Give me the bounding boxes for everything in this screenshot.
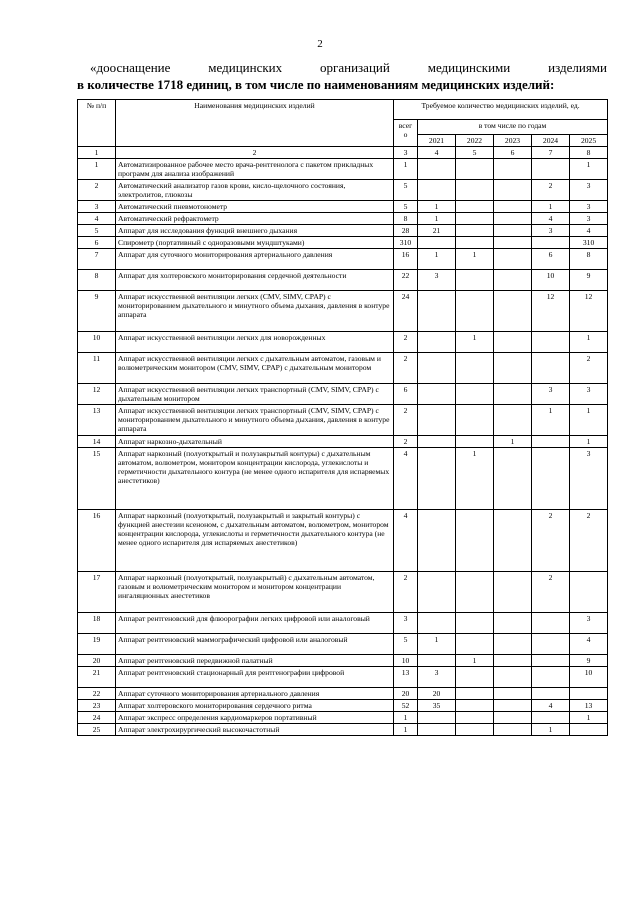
row-num: 15 (78, 448, 116, 510)
header-total: всег о (394, 120, 418, 147)
count-2024: 3 (532, 225, 570, 237)
table-row (78, 213, 608, 225)
total-count: 5 (394, 634, 418, 655)
count-2023 (494, 448, 532, 510)
count-2023 (494, 201, 532, 213)
header-num: № п/п (78, 100, 116, 147)
count-2025: 3 (570, 180, 608, 201)
count-2022 (456, 180, 494, 201)
device-name: Аппарат искусственной вентиляции легких (CMV, SIMV, CPAP) с мониторированием дыхательного и минутного объема дыхания, давления в контуре аппарата (116, 291, 394, 332)
count-2024 (532, 688, 570, 700)
count-2025: 8 (570, 249, 608, 270)
count-2024: 6 (532, 249, 570, 270)
count-2022 (456, 225, 494, 237)
count-2025: 12 (570, 291, 608, 332)
table-row (78, 249, 608, 270)
table-row (78, 613, 608, 634)
count-2024: 2 (532, 180, 570, 201)
count-2021 (418, 712, 456, 724)
total-count: 16 (394, 249, 418, 270)
header-year: 2021 (418, 135, 456, 147)
row-num: 19 (78, 634, 116, 655)
row-num: 7 (78, 249, 116, 270)
count-2025: 310 (570, 237, 608, 249)
count-2023 (494, 510, 532, 572)
col-number: 3 (394, 147, 418, 159)
count-2023 (494, 213, 532, 225)
count-2025: 4 (570, 634, 608, 655)
count-2022 (456, 572, 494, 613)
total-count: 52 (394, 700, 418, 712)
count-2021 (418, 332, 456, 353)
count-2023 (494, 270, 532, 291)
device-name: Аппарат искусственной вентиляции легких с дыхательным автоматом, газовым и волюметрическим монитором (CMV, SIMV, CPAP) с дыхательным монитором (116, 353, 394, 384)
table-row (78, 667, 608, 688)
device-name: Аппарат рентгеновский передвижной палатный (116, 655, 394, 667)
count-2023 (494, 291, 532, 332)
table-row (78, 712, 608, 724)
table-row (78, 655, 608, 667)
device-name: Аппарат рентгеновский маммографический цифровой или аналоговый (116, 634, 394, 655)
count-2025: 13 (570, 700, 608, 712)
table-row (78, 724, 608, 736)
total-count: 28 (394, 225, 418, 237)
total-count: 4 (394, 448, 418, 510)
col-number: 8 (570, 147, 608, 159)
total-count: 5 (394, 201, 418, 213)
count-2024: 1 (532, 201, 570, 213)
count-2021 (418, 724, 456, 736)
count-2025: 1 (570, 405, 608, 436)
count-2022 (456, 712, 494, 724)
table-row (78, 237, 608, 249)
device-name: Аппарат искусственной вентиляции легких транспортный (CMV, SIMV, CPAP) с дыхательным монитором (116, 384, 394, 405)
total-count: 20 (394, 688, 418, 700)
total-count: 6 (394, 384, 418, 405)
header-year: 2024 (532, 135, 570, 147)
header-required: Требуемое количество медицинских изделий, ед. (394, 100, 608, 120)
count-2021 (418, 655, 456, 667)
count-2025: 2 (570, 510, 608, 572)
count-2023 (494, 613, 532, 634)
total-count: 24 (394, 291, 418, 332)
count-2024 (532, 712, 570, 724)
count-2023 (494, 332, 532, 353)
table-row (78, 225, 608, 237)
row-num: 11 (78, 353, 116, 384)
total-count: 2 (394, 405, 418, 436)
count-2024 (532, 655, 570, 667)
count-2022: 1 (456, 332, 494, 353)
device-name: Аппарат экспресс определения кардиомаркеров портативный (116, 712, 394, 724)
count-2025: 1 (570, 159, 608, 180)
count-2023 (494, 634, 532, 655)
count-2021 (418, 436, 456, 448)
intro-line-1: «дооснащение медицинских организаций медицинскими изделиями (90, 60, 607, 75)
count-2022 (456, 405, 494, 436)
count-2025: 3 (570, 201, 608, 213)
count-2025 (570, 688, 608, 700)
device-name: Аппарат искусственной вентиляции легких транспортный (CMV, SIMV, CPAP) с мониторированием дыхательного и минутного объема дыхания, давления в контуре аппарата (116, 405, 394, 436)
count-2021: 1 (418, 249, 456, 270)
row-num: 23 (78, 700, 116, 712)
device-name: Аппарат суточного мониторирования артериального давления (116, 688, 394, 700)
device-name: Аппарат наркозный (полуоткрытый, полузакрытый и закрытый контуры) с функцией анестезии ксеноном, с дыхательным автоматом, волюметром, монитором концентрации кислорода, углекислоты и герметичности дыхательного контура (не менее одного испарителя для испаряемых анестетиков) (116, 510, 394, 572)
count-2021: 1 (418, 201, 456, 213)
row-num: 14 (78, 436, 116, 448)
count-2021 (418, 613, 456, 634)
row-num: 5 (78, 225, 116, 237)
count-2025: 3 (570, 213, 608, 225)
total-count: 1 (394, 724, 418, 736)
row-num: 2 (78, 180, 116, 201)
count-2022 (456, 201, 494, 213)
count-2024 (532, 332, 570, 353)
row-num: 13 (78, 405, 116, 436)
count-2023 (494, 405, 532, 436)
count-2025 (570, 572, 608, 613)
col-number: 6 (494, 147, 532, 159)
count-2022 (456, 510, 494, 572)
device-name: Аппарат для исследования функций внешнего дыхания (116, 225, 394, 237)
total-count: 8 (394, 213, 418, 225)
count-2025: 9 (570, 655, 608, 667)
header-name: Наименования медицинских изделий (116, 100, 394, 147)
count-2025: 2 (570, 353, 608, 384)
col-number: 5 (456, 147, 494, 159)
count-2021 (418, 405, 456, 436)
count-2024: 2 (532, 572, 570, 613)
row-num: 25 (78, 724, 116, 736)
count-2024: 2 (532, 510, 570, 572)
table-row (78, 634, 608, 655)
count-2025: 3 (570, 613, 608, 634)
count-2023 (494, 180, 532, 201)
header-year: 2025 (570, 135, 608, 147)
total-count: 13 (394, 667, 418, 688)
row-num: 3 (78, 201, 116, 213)
count-2023 (494, 159, 532, 180)
count-2023 (494, 688, 532, 700)
count-2023 (494, 249, 532, 270)
row-num: 16 (78, 510, 116, 572)
count-2021: 1 (418, 634, 456, 655)
count-2024: 10 (532, 270, 570, 291)
col-number: 2 (116, 147, 394, 159)
count-2021: 3 (418, 667, 456, 688)
device-name: Аппарат наркозно-дыхательный (116, 436, 394, 448)
count-2021 (418, 291, 456, 332)
total-count: 2 (394, 436, 418, 448)
count-2023 (494, 655, 532, 667)
count-2021 (418, 448, 456, 510)
intro-line-2: в количестве 1718 единиц, в том числе по наименованиям медицинских изделий: (77, 77, 555, 92)
row-num: 24 (78, 712, 116, 724)
count-2025: 1 (570, 436, 608, 448)
table-row (78, 436, 608, 448)
row-num: 18 (78, 613, 116, 634)
count-2023 (494, 724, 532, 736)
row-num: 9 (78, 291, 116, 332)
count-2022: 1 (456, 655, 494, 667)
total-count: 5 (394, 180, 418, 201)
count-2023 (494, 712, 532, 724)
table-row (78, 159, 608, 180)
count-2021 (418, 180, 456, 201)
total-count: 10 (394, 655, 418, 667)
count-2024: 1 (532, 405, 570, 436)
col-number: 1 (78, 147, 116, 159)
count-2022 (456, 237, 494, 249)
total-count: 3 (394, 613, 418, 634)
count-2021 (418, 572, 456, 613)
device-name: Аппарат искусственной вентиляции легких для новорожденных (116, 332, 394, 353)
table-row (78, 510, 608, 572)
device-name: Спирометр (портативный с одноразовыми мундштуками) (116, 237, 394, 249)
row-num: 8 (78, 270, 116, 291)
total-count: 2 (394, 332, 418, 353)
total-count: 2 (394, 353, 418, 384)
count-2025: 1 (570, 712, 608, 724)
count-2023 (494, 667, 532, 688)
count-2024 (532, 667, 570, 688)
count-2025: 3 (570, 384, 608, 405)
count-2024: 12 (532, 291, 570, 332)
count-2022 (456, 667, 494, 688)
count-2023 (494, 572, 532, 613)
count-2022: 1 (456, 249, 494, 270)
device-name: Автоматический пневмотонометр (116, 201, 394, 213)
device-name: Аппарат для суточного мониторирования артериального давления (116, 249, 394, 270)
devices-table (77, 99, 608, 736)
device-name: Автоматический анализатор газов крови, кисло-щелочного состояния, электролитов, глюкозы (116, 180, 394, 201)
count-2022 (456, 688, 494, 700)
count-2024 (532, 634, 570, 655)
device-name: Автоматизированное рабочее место врача-рентгенолога с пакетом прикладных программ для анализа изображений (116, 159, 394, 180)
table-row (78, 291, 608, 332)
count-2025: 1 (570, 332, 608, 353)
count-2025: 9 (570, 270, 608, 291)
device-name: Автоматический рефрактометр (116, 213, 394, 225)
count-2023 (494, 353, 532, 384)
row-num: 10 (78, 332, 116, 353)
total-count: 1 (394, 712, 418, 724)
count-2021: 21 (418, 225, 456, 237)
count-2021: 20 (418, 688, 456, 700)
count-2023: 1 (494, 436, 532, 448)
row-num: 1 (78, 159, 116, 180)
table-row (78, 688, 608, 700)
total-count: 2 (394, 572, 418, 613)
count-2023 (494, 225, 532, 237)
count-2022 (456, 700, 494, 712)
col-number: 7 (532, 147, 570, 159)
header-by-years: в том числе по годам (418, 120, 608, 135)
row-num: 22 (78, 688, 116, 700)
count-2022: 1 (456, 448, 494, 510)
count-2025: 10 (570, 667, 608, 688)
device-name: Аппарат наркозный (полуоткрытый, полузакрытый) с дыхательным автоматом, газовым и волюметрическим монитором и монитором концентрации ингаляционных анестетиков (116, 572, 394, 613)
header-year: 2023 (494, 135, 532, 147)
row-num: 4 (78, 213, 116, 225)
total-count: 1 (394, 159, 418, 180)
table-row (78, 700, 608, 712)
count-2021 (418, 353, 456, 384)
count-2023 (494, 237, 532, 249)
count-2022 (456, 613, 494, 634)
table-row (78, 201, 608, 213)
table-row (78, 448, 608, 510)
count-2022 (456, 634, 494, 655)
count-2024: 3 (532, 384, 570, 405)
total-count: 22 (394, 270, 418, 291)
count-2021 (418, 237, 456, 249)
count-2023 (494, 700, 532, 712)
total-count: 4 (394, 510, 418, 572)
header-year: 2022 (456, 135, 494, 147)
row-num: 17 (78, 572, 116, 613)
count-2021 (418, 384, 456, 405)
row-num: 6 (78, 237, 116, 249)
row-num: 21 (78, 667, 116, 688)
col-number: 4 (418, 147, 456, 159)
table-row (78, 353, 608, 384)
device-name: Аппарат рентгеновский стационарный для рентгенографии цифровой (116, 667, 394, 688)
table-row (78, 270, 608, 291)
count-2021 (418, 510, 456, 572)
page-number: 2 (317, 38, 323, 50)
count-2023 (494, 384, 532, 405)
device-name: Аппарат холтеровского мониторирования сердечного ритма (116, 700, 394, 712)
count-2022 (456, 353, 494, 384)
count-2024 (532, 159, 570, 180)
device-name: Аппарат для холтеровского мониторирования сердечной деятельности (116, 270, 394, 291)
count-2025 (570, 724, 608, 736)
device-name: Аппарат наркозный (полуоткрытый и полузакрытый контуры) с дыхательным автоматом, волюметром, монитором концентрации кислорода, углекислоты и герметичности дыхательного контура (не менее одного испарителя для испаряемых анестетиков) (116, 448, 394, 510)
table-row (78, 384, 608, 405)
table-row (78, 332, 608, 353)
device-name: Аппарат рентгеновский для флюорографии легких цифровой или аналоговый (116, 613, 394, 634)
total-count: 310 (394, 237, 418, 249)
count-2022 (456, 291, 494, 332)
table-row (78, 405, 608, 436)
count-2021: 3 (418, 270, 456, 291)
count-2022 (456, 159, 494, 180)
count-2021: 35 (418, 700, 456, 712)
row-num: 12 (78, 384, 116, 405)
count-2024 (532, 353, 570, 384)
count-2025: 4 (570, 225, 608, 237)
count-2024: 1 (532, 724, 570, 736)
table-row (78, 180, 608, 201)
count-2022 (456, 436, 494, 448)
count-2024 (532, 436, 570, 448)
count-2022 (456, 213, 494, 225)
count-2022 (456, 724, 494, 736)
table-row (78, 572, 608, 613)
count-2024: 4 (532, 700, 570, 712)
device-name: Аппарат электрохирургический высокочастотный (116, 724, 394, 736)
count-2022 (456, 270, 494, 291)
count-2021 (418, 159, 456, 180)
count-2024 (532, 448, 570, 510)
count-2024 (532, 613, 570, 634)
count-2024: 4 (532, 213, 570, 225)
row-num: 20 (78, 655, 116, 667)
count-2024 (532, 237, 570, 249)
count-2025: 3 (570, 448, 608, 510)
count-2022 (456, 384, 494, 405)
count-2021: 1 (418, 213, 456, 225)
